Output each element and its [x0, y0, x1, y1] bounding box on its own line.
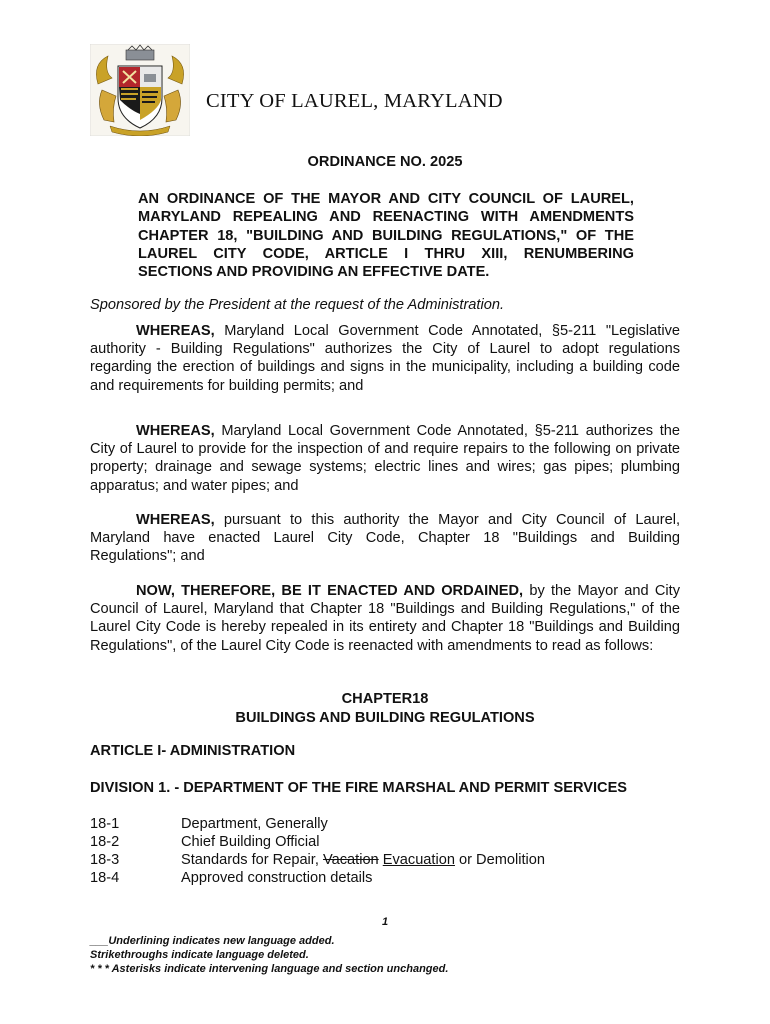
page-number: 1: [381, 916, 389, 928]
paragraph-text: Regulations", of the Laurel City Code is reenacted with amendments to read as follows:: [90, 637, 654, 654]
ordinance-title-line: LAUREL CITY CODE, ARTICLE I THRU XIII, RENUMBERING: [138, 245, 634, 262]
ordinance-title-line: CHAPTER 18, "BUILDING AND BUILDING REGULATIONS," OF THE: [138, 227, 634, 244]
toc-entry-text: Standards for Repair,: [181, 852, 323, 868]
sponsor-line: Sponsored by the President at the request of the Administration.: [90, 297, 505, 313]
city-title: CITY OF LAUREL, MARYLAND: [206, 90, 503, 112]
article-heading: ARTICLE I- ADMINISTRATION: [90, 743, 296, 759]
toc-number: 18-2: [90, 834, 120, 850]
ordinance-title-line: AN ORDINANCE OF THE MAYOR AND CITY COUNCIL OF LAUREL,: [138, 191, 634, 207]
paragraph-text: Regulations"; and: [90, 548, 205, 565]
underlined-text: Evacuation: [382, 852, 455, 868]
paragraph-text: Maryland Local Government Code Annotated, §5-211 authorizes the: [214, 423, 680, 439]
city-seal-icon: [90, 44, 190, 136]
paragraph-text: Maryland have enacted Laurel City Code, Chapter 18 "Buildings and Building: [90, 530, 680, 547]
toc-entry: [181, 852, 545, 868]
paragraph-lead: WHEREAS,: [136, 323, 215, 339]
toc-entry-text: or Demolition: [454, 852, 545, 868]
paragraph-text: regarding the erection of buildings and signs in the municipality, including a building code: [90, 359, 680, 376]
toc-entry: Department, Generally: [181, 816, 328, 832]
chapter-title: BUILDINGS AND BUILDING REGULATIONS: [235, 709, 535, 726]
ordinance-title: [138, 190, 634, 281]
footer-legend-asterisk: * * * Asterisks indicate intervening language and section unchanged.: [90, 963, 449, 975]
whereas-paragraph: [90, 422, 680, 495]
paragraph-lead: NOW, THEREFORE, BE IT ENACTED AND ORDAINED,: [136, 583, 524, 599]
chapter-heading: [0, 690, 770, 727]
ordinance-number: ORDINANCE NO. 2025: [307, 154, 463, 170]
chapter-number: CHAPTER18: [341, 691, 429, 707]
ordinance-title-line: MARYLAND REPEALING AND REENACTING WITH AMENDMENTS: [138, 209, 634, 226]
toc-number: 18-4: [90, 870, 120, 886]
paragraph-lead: WHEREAS,: [136, 512, 215, 528]
footer-legend-strike: Strikethroughs indicate language deleted.: [90, 949, 309, 961]
toc-number: 18-3: [90, 852, 120, 868]
paragraph-text: and requirements for building permits; and: [90, 377, 364, 394]
paragraph-text: pursuant to this authority the Mayor and City Council of Laurel,: [214, 512, 680, 528]
toc-entry: Chief Building Official: [181, 834, 320, 850]
paragraph-text: City of Laurel to provide for the inspection of and require repairs to the following on private: [90, 441, 680, 458]
whereas-paragraph: [90, 322, 680, 395]
paragraph-text: by the Mayor and City: [523, 583, 680, 599]
paragraph-text: Maryland Local Government Code Annotated, §5-211 "Legislative: [214, 323, 680, 339]
paragraph-text: Council of Laurel, Maryland that Chapter 18 "Buildings and Building Regulations," of the: [90, 601, 680, 618]
footer-legend-underline: ___Underlining indicates new language added.: [90, 935, 335, 947]
toc-number: 18-1: [90, 816, 120, 832]
ordinance-title-line: SECTIONS AND PROVIDING AN EFFECTIVE DATE.: [138, 264, 490, 281]
paragraph-text: property; drainage and sewage systems; electric lines and wires; gas pipes; plumbing: [90, 459, 680, 476]
whereas-paragraph: [90, 511, 680, 566]
toc-entry: Approved construction details: [181, 870, 373, 886]
paragraph-text: Laurel City Code is hereby repealed in its entirety and Chapter 18 "Buildings and Building: [90, 619, 680, 636]
enactment-paragraph: [90, 582, 680, 655]
paragraph-text: authority - Building Regulations" authorizes the City of Laurel to adopt regulations: [90, 341, 680, 358]
paragraph-text: apparatus; and water pipes; and: [90, 477, 299, 494]
division-heading: DIVISION 1. - DEPARTMENT OF THE FIRE MARSHAL AND PERMIT SERVICES: [90, 780, 628, 796]
struck-text: Vacation: [322, 852, 379, 868]
paragraph-lead: WHEREAS,: [136, 423, 215, 439]
